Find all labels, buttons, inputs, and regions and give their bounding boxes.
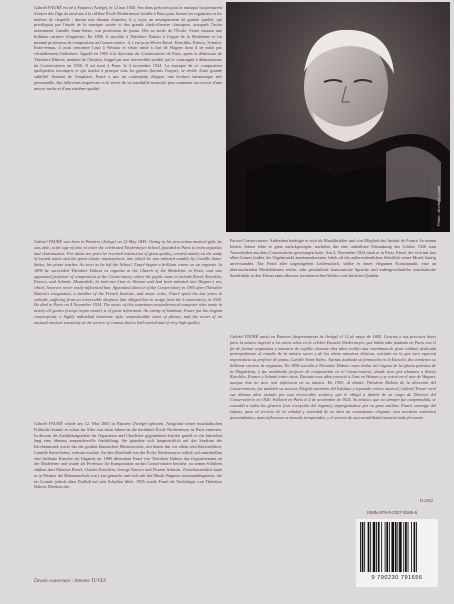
biography-english: Gabriel FAURÉ was born in Pamiers (Ariège) on 12 May 1845. Owing to his precocious musical gifts, he was able, at the age of nine, to enter the celebrated Niedermeyer School, founded in Paris to train organists and choirmasters. For about ten years he received instruction of great quality, centred mainly on the study of sacred music and the great classic masterpieces, into which he was initiated notably by Camille Saint-Saëns, his piano teacher. As soon as he left the School, Fauré began a brilliant career as an organist. In 1896 he succeeded Théodore Dubois as organist at the Church of the Madeleine in Paris, and was appointed professor of composition at the Conservatory, where his pupils came to include Ravel, Koechlin, Enesco, and Schmitt. Meanwhile, he had met Liszt in Weimar and had been initiated into Wagner's art, which, however, never really influenced him. Appointed director of the Conservatory in 1905 after Théodore Dubois's resignation, a member of the French Institute, and music critic, Fauré spent his last years in solitude, suffering from an irreversible deafness that obliged him to resign from the Conservatory in 1920. He died in Paris on 4 November 1924. The music of this sometimes misunderstood composer who wrote in nearly all genres (except organ music) is of great refinement. An enemy of bombast, Fauré put his elegant counterpoint, a highly individual harmonic style, unpredictable turns of phrase, and the secret of an unusual musical sensitivity at the service of a music that is both varied and of very high quality. (34, 239, 222, 325)
photo-credit: Photo : Archives Lobat (436, 185, 441, 226)
barcode (356, 519, 438, 587)
catalog-code: D.2002 (420, 498, 434, 503)
biography-german-continued: Pariser Conservatoire. Außerdem betätigte er sich als Musikkritiker und war Mitglied des Institut de France. In seinen letzten Jahren lebte er ganz zurückgezogen, nachdem ihn eine unheilbare Erkrankung des Gehörs 1920 zum Ausscheiden aus dem Conservatoire gezwungen hatte. Am 4. November 1924 starb er in Paris. Fauré, der sich mit fast allen Genres (außer der Orgelmusik) auseinandersetzte, blieb oft der außerordentlichen Subtilität seiner Musik häufig unverstanden. Ein Feind aller ungezügelten Leidenschaft, stellte er einen eleganten Kontrapunkt, eine an überraschenden Modulationen reiche, sehr persönliche harmonische Sprache und außergewöhnliche musikalische Sensibilität in den Dienst eines überaus facettenreichen Werkes von höchster Qualität. (230, 238, 436, 278)
cover-drawing-credit: Dessin couverture : Annette TUVES (34, 579, 106, 584)
biography-german: Gabriel FAURÉ wurde am 12. Mai 1845 in Pamiers (Ariège) geboren. Aufgrund seiner musikalischen Frühreife konnte er schon im Alter von neun Jahren in die berühmte École Niedermeyer in Paris eintreten. In diesem als Ausbildungsstätte für Organisten und Chorleiter gegründeten Institut genoß er ein Jahrzehnt lang eine überaus anspruchsvolle Ausbildung. Sie gründete sich hauptsächlich auf das Studium der Kirchenmusik sowie das der großen klassischen Meisterwerke, mit denen ihn vor allem sein Klavierlehrer, Camille Saint-Saëns, vertraut machte. An den Abschluß von der École Niedermeyer schloß sich unmittelbar eine brillante Karriere als Organist an. 1896 übernahm Fauré von Théodore Dubois das Organistenamt an der Madeleine und wurde als Professor für Komposition an das Conservatoire berufen: zu seinen Schülern zählten dort Maurice Ravel, Charles Koechlin, George Enesco und Florent Schmitt. Zwischenzeitlich hatte er in Weimar die Bekanntschaft von Liszt gemacht und sich mit der Musik Wagners auseinandergesetzt, die im Grunde jedoch ohne Einfluß auf sein Schaffen blieb. 1905 wurde Fauré als Nachfolger von Théodore Dubois Direktor des (34, 421, 222, 490)
portrait-illustration (226, 2, 450, 232)
biography-spanish: Gabriel FAURÉ nació en Pamiers (departamento de Ariège) el 12 de mayo de 1845. Gracias a sus precoces dotes para la música ingresó a los nueve años en la célebre Escuela Niedermeyer, que había sido fundada en París con el fin de formar organistas y maestros de capilla: durante diez años recibió una enseñanza de gran calidad, dedicada principalmente al estudio de la música sacra y de las obras maestras clásicas, iniciado en la que tuvo especial importancia su profesor de piano, Camille Saint-Saëns. Apenas acabada su formación en la Escuela, dio comienzo su brillante carrera de organista. En 1896 sucedió a Théodore Dubois como titular del órgano de la iglesia parisina de la Magdalena, y fue nombrado profesor de composición en el Conservatorio, donde tuvo por alumnos a Ravel, Koechlin, Enesco y Schmitt entre otros. Durante esos años conoció a Liszt en Weimar y se inició en el arte de Wagner, aunque éste no tuvo real influencia en su música. En 1905, al dimitir Théodore Dubois de la dirección del Conservatorio, fue también su sucesor. Elegido miembro del Instituto y reputado crítico musical, Gabriel Fauré vivió sus últimos años aislado por una irreversible sordera, que le obligó a dimitir de su cargo de Director del Conservatorio en 1920. Falleció en París el 4 de noviembre de 1924. Su música, que no siempre fue comprendida, se extendió a todos los géneros (con excepción del órgano), impregnándose por su gran sutileza. Fauré, enemigo del énfasis, puso al servicio de la calidad y variedad de su obra un contrapunto elegante, una escritura armónica personalísima, unas inflexiones a menudo inesperadas, y el secreto de una sensibilidad musical nada frecuente. (230, 334, 436, 420)
biography-french: Gabriel FAURÉ est né à Pamiers (Ariège), le 12 mai 1845. Ses dons précoces pour la musique lui permirent d'entrer dès l'âge de neuf ans à la célèbre École Niedermeyer fondée à Paris pour former les organistes et les maîtres de chapelle : durant une dizaine d'années, il y reçut un enseignement de grande qualité, qui privilégiait par l'étude de la musique sacrée et des grands chefs-d'œuvre classiques, auxquels l'initia notamment Camille Saint-Saëns, son professeur de piano. Dès sa sortie de l'École, Fauré entama une brillante carrière d'organiste. En 1896, il succéda à Théodore Dubois à l'orgue de la Madeleine et fut nommé professeur de composition au Conservatoire : il y eut pour élèves Ravel, Koechlin, Enesco, Schmitt. Entre-temps, il avait rencontré Liszt à Weimar et s'était initié à l'art de Wagner dont il ne subit pas véritablement l'influence. Appelé en 1905 à la direction du Conservatoire de Paris, après la démission de Théodore Dubois, membre de l'Institut, frappé par une irréversible surdité qui le contraignit à démissionner du Conservatoire en 1920. Il est mort à Paris, le 4 novembre 1924. La musique de ce compositeur quelquefois incompris et qui toucha à presque tous les genres (hormis l'orgue), se révèle d'une grande subtilité. Ennemi de l'emphase, Fauré a mis un contrepoint élégant, une écriture harmonique très personnelle, des inflexions imprévues et le secret de sa sensibilité musicale peu commune au service d'une œuvre variée et d'une extrême qualité. (34, 5, 222, 91)
composer-photo (226, 2, 450, 232)
barcode-bars (360, 522, 434, 572)
ismn-number: ISMN-979-0-2307-9165-6 (367, 510, 418, 515)
barcode-number: 9 790230 791656 (371, 575, 423, 581)
